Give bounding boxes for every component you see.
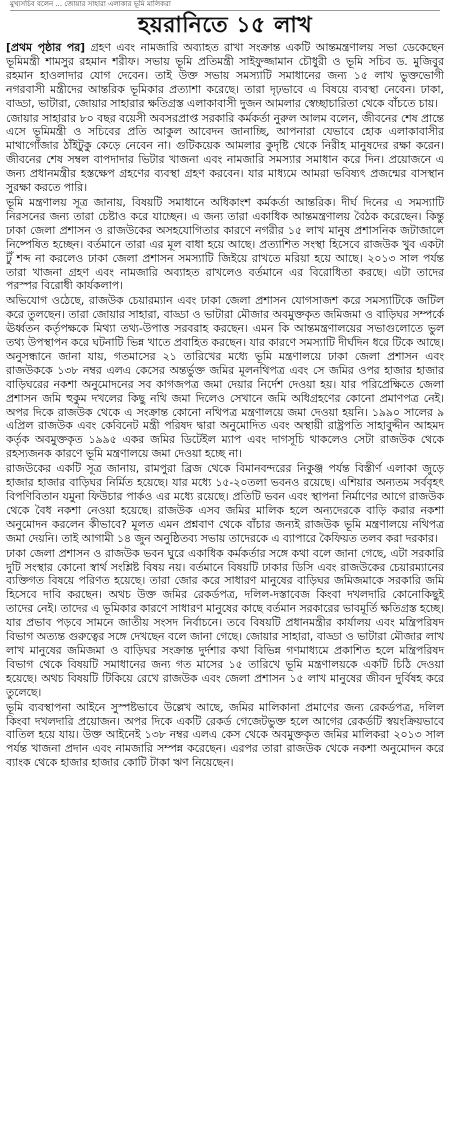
- continued-from-tag: [প্রথম পৃষ্ঠার পর]: [6, 41, 86, 54]
- headline: হয়রানিতে ১৫ লাখ: [137, 13, 313, 38]
- paragraph-4: অভিযোগ ওঠেছে, রাজউক চেয়ারম্যান এবং ঢাকা জেলা প্রশাসন যোগসাজশ করে সমস্যাটিকে জটিল করে তুলছেন। তারা জোয়ার সাহারা, বাড্ডা ও ভাটারা মৌজার অবমুক্তকৃত জমিজমা ও বাড়িঘর সম্পর্কে ঊর্ধ্বতন কর্তৃপক্ষকে মিথ্যা তথ্য-উপাত্ত সরবরাহ করছেন। এমন কি আন্তমন্ত্রণালয়ের সভাগুলোতে ভুল তথ্য উপস্থাপন করে ঘটনাটি ভিন্ন খাতে প্রবাহিত করছেন। যার কারণে সমস্যাটি দীর্ঘদিন ধরে টিকে আছে। অনুসন্ধানে জানা যায়, গতমাসের ২১ তারিখের মধ্যে ভূমি মন্ত্রণালয়ে ঢাকা জেলা প্রশাসন এবং রাজউককে ১৩৮ নম্বর এলএ কেসের অন্তর্ভুক্ত জমির মূলনথিপত্র এবং সে জমির ওপর হাজার হাজার বাড়িঘরের নকশা অনুমোদনের সব কাগজপত্র জমা দেয়ার নির্দেশ দেওয়া হয়। যার পরিপ্রেক্ষিতে জেলা প্রশাসন জমি হুকুম দখলের কিছু নথি জমা দিলেও সেখানে জমি অধিগ্রহণের কোনো প্রমাণপত্র নেই। অপর দিকে রাজউক থেকে এ সংক্রান্ত কোনো নথিপত্র মন্ত্রণালয়ে জমা দেওয়া হয়নি। ১৯৯০ সালের ৯ এপ্রিল রাজউক এবং কেবিনেট মন্ত্রী পরিষদ দ্বারা অনুমোদিত এবং অস্থায়ী রাষ্ট্রপতি সাহাবুদ্দীন আহমদ কর্তৃক অবমুক্তকৃত ১৯৯৫ একর জমির ডিটেইল ম্যাপ এবং দাগসূচি থাকলেও সেটা রাজউক থেকে রহস্যজনক কারণে ভূমি মন্ত্রণালয়ে জমা দেওয়া হচ্ছে না।: [6, 294, 444, 461]
- paragraph-3: ভূমি মন্ত্রণালয় সূত্র জানায়, বিষয়টি সমাধানে অধিকাংশ কর্মকর্তা আন্তরিক। দীর্ঘ দিনের এ সমস্যাটি নিরসনের জন্য তারা চেষ্টাও করে যাচ্ছেন। এ জন্য তারা একাধিক আন্তমন্ত্রণালয় বৈঠক করেছেন। কিন্তু ঢাকা জেলা প্রশাসন ও রাজউকের অসহযোগিতার কারণে নগরীর ১৫ লাখ মানুষ প্রশাসনিক জটাজালে নিষ্পেষিত হচ্ছেন। বর্তমানে তারা এর মূল বাধা হয়ে আছে। প্রত্যাশিত সংস্থা হিসেবে রাজউক খুব একটা টুঁ শব্দ না করলেও ঢাকা জেলা প্রশাসন সমস্যাটি জিইয়ে রাখতে মরিয়া হয়ে আছে। ২০১৩ সাল পর্যন্ত তারা খাজনা গ্রহণ এবং নামজারি অব্যাহত রাখলেও বর্তমানে এর বিরোধিতা করছে। এটা তাদের পরস্পর বিরোধী কার্যকলাপ।: [6, 195, 444, 293]
- paragraph-1: [6, 41, 444, 111]
- article-body: [6, 41, 444, 770]
- paragraph-5: রাজউকের একটি সূত্র জানায়, রামপুরা ব্রিজ থেকে বিমানবন্দরের নিকুঞ্জ পর্যন্ত বিস্তীর্ণ এলাকা জুড়ে হাজার হাজার বাড়িঘর নির্মিত হয়েছে। যার মধ্যে ১৫-২০তলা ভবনও রয়েছে। এশিয়ার অন্যতম সর্ববৃহৎ বিপণিবিতান যমুনা ফিউচার পার্কও এর মধ্যে রয়েছে। প্রতিটি ভবন এবং স্থাপনা নির্মাণের আগে রাজউক থেকে বৈধ নকশা নেওয়া হয়েছে। রাজউক এসব জমির মালিক হলে অন্যদেরকে বাড়ি করার নকশা অনুমোদন করলেন কীভাবে? মূলত এমন প্রশ্নবাণ থেকে বাঁচার জন্যই রাজউক ভূমি মন্ত্রণালয়ে নথিপত্র জমা দেয়নি। তাই আগামী ১৪ জুন অনুষ্ঠিতব্য সভায় তাদেরকে এ ব্যাপারে কৈফিয়ত তলব করা দরকার।: [6, 462, 444, 545]
- paragraph-6: ঢাকা জেলা প্রশাসন ও রাজউক ভবন ঘুরে একাধিক কর্মকর্তার সঙ্গে কথা বলে জানা গেছে, এটা সরকারি দুটি সংস্থার কোনো স্বার্থ সংশ্লিষ্ট বিষয় নয়। বর্তমানে বিষয়টি ঢাকার ডিসি এবং রাজউকের চেয়ারম্যানের ব্যক্তিগত বিষয়ে পরিণত হয়েছে। তারা জোর করে সাধারণ মানুষের বাড়িঘর জমিজমাকে সরকারি জমি হিসেবে দাবি করছেন। অথচ উক্ত জমির রেকর্ডপত্র, দলিল-দস্তাবেজ কিংবা দখলদারি কোনোকিছুই তাদের নেই। তাদের এ ভূমিকার কারণে সাধারণ মানুষের কাছে বর্তমান সরকারের ভাবমূর্তি ক্ষতিগ্রস্ত হচ্ছে। যার প্রভাব পড়বে সামনে জাতীয় সংসদ নির্বাচনে। তবে বিষয়টি প্রধানমন্ত্রীর কার্যালয় এবং মন্ত্রিপরিষদ বিভাগ অত্যন্ত গুরুত্বের সঙ্গে দেখছেন বলে জানা গেছে। জোয়ার সাহারা, বাড্ডা ও ভাটারা মৌজার লাখ লাখ মানুষের জমিজমা ও বাড়িঘর সংক্রান্ত দুর্দশার কথা বিভিন্ন গণমাধ্যমে প্রকাশিত হলে মন্ত্রিপরিষদ বিভাগ থেকে বিষয়টি সমাধানের জন্য গত মাসের ১৫ তারিখে ভূমি মন্ত্রণালয়কে একটি চিঠি দেওয়া হয়েছে। অথচ বিষয়টি টিকিয়ে রেখে রাজউক এবং জেলা প্রশাসন ১৫ লাখ মানুষের জীবন দুর্বিষহ করে তুলেছে।: [6, 546, 444, 699]
- previous-article-strip: মুখ্যসচিব বলেন ... জোয়ার সাহারা এলাকার ভূমি মালিকরা: [10, 0, 440, 11]
- paragraph-1-text: গ্রহণ এবং নামজারি অব্যাহত রাখা সংক্রান্ত একটি আন্তমন্ত্রণালয় সভা ডেকেছেন ভূমিমন্ত্রী শামসুর রহমান শরীফ। সভায় ভূমি প্রতিমন্ত্রী সাইফুজ্জামান চৌধুরী ও ভূমি সচিব ড. মুজিবুর রহমান হাওলাদার যোগ দেবেন। তাই উক্ত সভায় সমস্যাটি সমাধানের জন্য ১৫ লাখ ভুক্তভোগী নগরবাসী মন্ত্রীদের আন্তরিক ভূমিকার প্রত্যাশা করেছে। তারা দৃঢ়ভাবে এ বিষয়ে ব্যবস্থা নেবেন। ঢাকা, বাড্ডা, ভাটারা, জোয়ার সাহারার ক্ষতিগ্রস্ত এলাকাবাসী দুজন আমলার স্বেচ্ছাচারিতা থেকে বাঁচতে চায়।: [6, 41, 444, 110]
- paragraph-2: জোয়ার সাহারার ৮০ বছর বয়েসী অবসরপ্রাপ্ত সরকারি কর্মকর্তা নুরুল আলম বলেন, জীবনের শেষ প্রান্তে এসে ভূমিমন্ত্রী ও সচিবের প্রতি আকুল আবেদন জানাচ্ছি, আপনারা যেভাবে হোক এলাকাবাসীর মাথাগোঁজার ঠাঁইটুকু কেড়ে নেবেন না। গুটিকয়েক আমলার কুদৃষ্টি থেকে নিরীহ মানুষদের রক্ষা করেন। জীবনের শেষ সম্বল বাপদাদার ভিটার খাজনা এবং নামজারি সমস্যার সমাধান করে দিন। প্রয়োজনে এ জন্য প্রধানমন্ত্রীর হস্তক্ষেপ গ্রহণের ব্যবস্থা গ্রহণ করবেন। যার মাধ্যমে আমরা ভবিষ্যৎ প্রজন্মের বাসস্থান সুরক্ষা করতে পারি।: [6, 111, 444, 195]
- paragraph-7: ভূমি ব্যবস্থাপনা আইনে সুস্পষ্টভাবে উল্লেখ আছে, জমির মালিকানা প্রমাণের জন্য রেকর্ডপত্র, দলিল কিংবা দখলদারি প্রয়োজন। অপর দিকে একটি রেকর্ড গেজেটভুক্ত হলে আগের রেকর্ডটি স্বয়ংক্রিয়ভাবে বাতিল হয়ে যায়। উক্ত আইনেই ১৩৮ নম্বর এলএ কেস থেকে অবমুক্তকৃত জমির মালিকরা ২০১৩ সাল পর্যন্ত খাজনা প্রদান এবং নামজারি সম্পন্ন করেছেন। এরপর তারা রাজউক থেকে নকশা অনুমোদন করে ব্যাংক থেকে হাজার হাজার কোটি টাকা ঋণ নিয়েছেন।: [6, 700, 444, 770]
